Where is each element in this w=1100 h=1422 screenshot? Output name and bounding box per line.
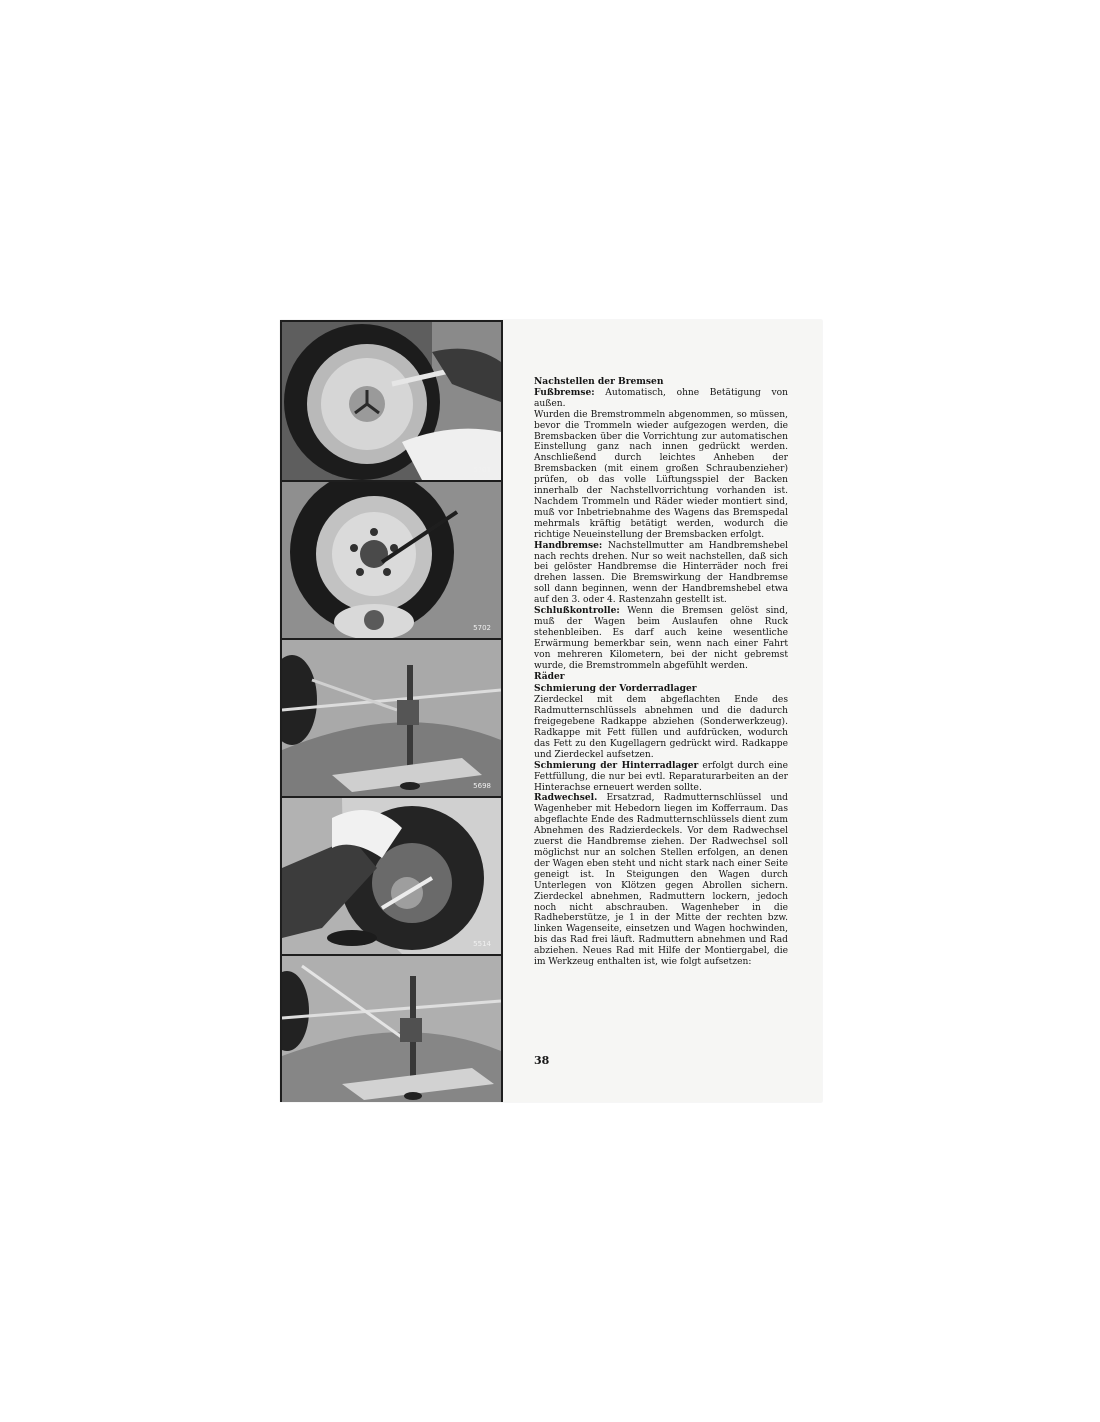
body-paragraph [534,541,788,606]
photo-jack-rear [282,956,501,1102]
text-column [534,376,788,968]
page-number: 38 [534,1054,550,1067]
photo-number: 5514 [473,940,491,948]
section-heading: Räder [534,671,565,683]
body-paragraph [534,793,788,968]
paragraph-text: Ersatzrad, Radmutternschlüssel und Wagenheber mit Hebedorn liegen im Kofferraum. Das abgeflachte Ende des Radmutternschlüssels dient zum Abnehmen des Radzierdeckels. Vor dem Radwechsel zuerst die Handbremse ziehen. Der Radwechsel soll möglichst nur an solchen Stellen erfolgen, an denen der Wagen eben steht und nicht stark nach einer Seite geneigt ist. In Steigungen den Wagen durch Unterlegen von Klötzen gegen Abrollen sichern. Zierdeckel abnehmen, Radmuttern lockern, jedoch noch nicht abschrauben. Wagenheber in die Radheberstütze, je 1 in der Mitte der rechten bzw. linken Wagenseite, einsetzen und Wagen hochwinden, bis das Rad frei läuft. Radmuttern abnehmen und Rad abziehen. Neues Rad mit Hilfe der Montiergabel, die im Werkzeug enthalten ist, wie folgt aufsetzen: [534,793,788,968]
photo-wheel-cap-removal [282,322,501,480]
paragraph-text: Wenn die Bremsen gelöst sind, muß der Wagen beim Auslaufen ohne Ruck stehenbleiben. Es darf auch keine wesentliche Erwärmung bemerkbar sein, wenn nach einer Fahrt von mehreren Kilometern, bei der nicht gebremst wurde, die Bremstrommeln abgefühlt werden. [534,606,788,671]
paragraph-text: Automatisch, ohne Betätigung von außen. [534,387,788,409]
body-paragraph [534,695,788,760]
wheel-cap-illustration [282,322,501,480]
photo-wheel-mounting [282,798,501,954]
section-heading: Nachstellen der Bremsen [534,376,664,387]
paragraph-lead: Fußbremse: [534,386,595,398]
section-heading: Schmierung der Vorderradlager [534,683,697,695]
photo-number: 5698 [473,782,491,790]
paragraph-lead: Radwechsel. [534,792,598,804]
wheel-mounting-illustration [282,798,501,954]
body-paragraph [534,388,788,410]
jack-front-illustration [282,640,501,796]
manual-page [280,320,822,1102]
paragraph-lead: Handbremse: [534,539,603,551]
paragraph-text: Zierdeckel mit dem abgeflachten Ende des Radmutternschlüssels abnehmen und die dadurch freigegebene Radkappe abziehen (Sonderwerkzeug). Radkappe mit Fett füllen und aufdrücken, wodurch das Fett zu den Kugellagern gedrückt wird. Radkappe und Zierdeckel aufsetzen. [534,695,788,760]
paragraph-lead: Schlußkontrolle: [534,605,620,617]
body-paragraph [534,410,788,541]
photo-number: 5701 [473,466,491,474]
photo-strip [280,320,503,1102]
photo-number: 5702 [473,624,491,632]
paragraph-text: erfolgt durch eine Fettfüllung, die nur bei evtl. Reparaturarbeiten an der Hinterachse erneuert werden sollte. [534,760,788,793]
photo-jack-front [282,640,501,796]
photo-wheel-nuts [282,482,501,638]
paragraph-text: Wurden die Bremstrommeln abgenommen, so müssen, bevor die Trommeln wieder aufgezogen werden, die Bremsbacken über die Vorrichtung zur automatischen Einstellung ganz nach innen gedrückt werden. Anschließend durch leichtes Anheben der Bremsbacken (mit einem großen Schraubenzieher) prüfen, ob das volle Lüftungsspiel der Backen innerhalb der Nachstellvorrichtung vorhanden ist. Nachdem Trommeln und Räder wieder montiert sind, muß vor Inbetriebnahme des Wagens das Bremspedal mehrmals kräftig betätigt werden, wodurch die richtige Neueinstellung der Bremsbacken erfolgt. [534,409,788,540]
body-paragraph [534,606,788,671]
wheel-nuts-illustration [282,482,501,638]
paragraph-lead: Schmierung der Hinterradlager [534,759,699,771]
jack-rear-illustration [282,956,501,1102]
paragraph-text: Nachstellmutter am Handbremshebel nach rechts drehen. Nur so weit nachstellen, daß sich bei gelöster Handbremse die Hinterräder noch frei drehen lassen. Die Bremswirkung der Handbremse soll dann beginnen, wenn der Handbremshebel etwa auf den 3. oder 4. Rastenzahn gestellt ist. [534,540,788,606]
body-paragraph [534,761,788,794]
